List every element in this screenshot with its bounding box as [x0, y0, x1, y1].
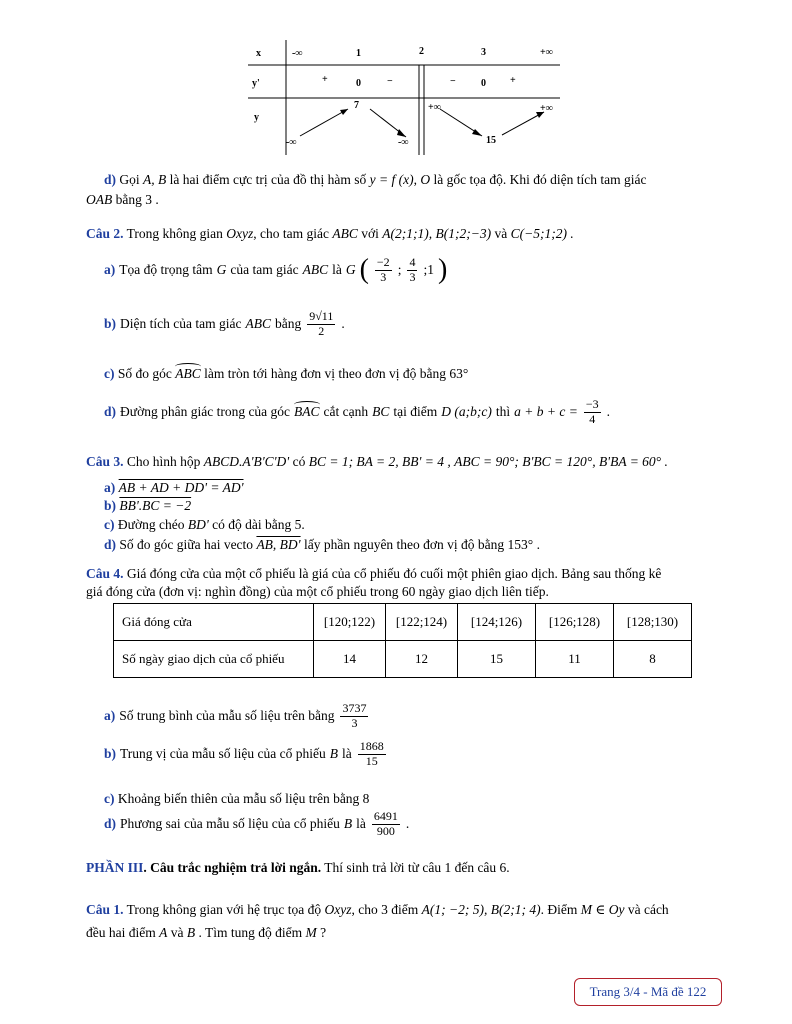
q1d-line2: OAB bằng 3 . [86, 192, 159, 207]
fraction: $\frac{9√11}{2}$ [309, 309, 334, 338]
q4d: d) Phương sai của mẫu số liệu của cổ phiếu B là $\frac{6491}{900}$ . [104, 809, 410, 838]
fraction: $\frac{-3}{4}$ [585, 397, 599, 426]
y-value: +∞ [540, 103, 553, 114]
x-value: -∞ [292, 48, 303, 59]
q4c: c) Khoảng biến thiên của mẫu số liệu trên bằng 8 [104, 791, 370, 806]
table-cell: 11 [536, 641, 614, 678]
sign: + [322, 74, 328, 85]
closing-price-table [113, 603, 692, 678]
q2a: a) Tọa độ trọng tâm G của tam giác ABC là G ( $\frac{-2}{3}$ ; $\frac{4}{3}$ ;1 ) [104, 254, 448, 286]
p3q1-line2: đều hai điểm A và B . Tìm tung độ điểm M ? [86, 925, 327, 940]
sign: + [510, 75, 516, 86]
q4-stem-line1: Câu 4. Giá đóng cửa của một cổ phiếu là giá của cổ phiếu đó cuối một phiên giao dịch. Bảng sau thống kê [86, 566, 662, 581]
table-row [114, 641, 692, 678]
page-footer: Trang 3/4 - Mã đề 122 [574, 978, 722, 1006]
sign: 0 [481, 78, 486, 89]
x-value: 3 [481, 47, 486, 58]
table-cell: 12 [386, 641, 458, 678]
table-header-cell: Giá đóng cửa [114, 604, 314, 641]
variation-table [248, 40, 560, 155]
fraction: $\frac{-2}{3}$ [376, 255, 390, 284]
table-cell: [126;128) [536, 604, 614, 641]
table-cell: 8 [614, 641, 692, 678]
q3c: c) Đường chéo BD' có độ dài bằng 5. [104, 517, 305, 532]
fraction: $\frac{4}{3}$ [409, 255, 416, 284]
table-row [114, 604, 692, 641]
fraction: $\frac{6491}{900}$ [373, 809, 398, 838]
q4b: b) Trung vị của mẫu số liệu của cổ phiếu B là $\frac{1868}{15}$ [104, 739, 384, 768]
fraction: $\frac{3737}{3}$ [342, 701, 367, 730]
y-value: 15 [486, 135, 496, 146]
table-cell: [122;124) [386, 604, 458, 641]
x-label: x [256, 48, 261, 59]
p3q1-line1: Câu 1. Trong không gian với hệ trục tọa độ Oxyz, cho 3 điểm A(1; −2; 5), B(2;1; 4). Điểm M ∈ Oy và cách [86, 902, 669, 917]
y-label: y [254, 112, 259, 123]
table-cell: [128;130) [614, 604, 692, 641]
x-value: 2 [419, 46, 424, 57]
q2b: b) Diện tích của tam giác ABC bằng $\frac{9√11}{2}$ . [104, 309, 345, 338]
sign: 0 [356, 78, 361, 89]
table-cell: [120;122) [314, 604, 386, 641]
sign: − [450, 76, 456, 87]
table-header-cell: Số ngày giao dịch của cổ phiếu [114, 641, 314, 678]
table-cell: 14 [314, 641, 386, 678]
q2c: c) Số đo góc ABC làm tròn tới hàng đơn vị theo đơn vị độ bằng 63° [104, 366, 469, 381]
y-value: +∞ [428, 102, 441, 113]
table-cell: [124;126) [458, 604, 536, 641]
q2-stem: Câu 2. Trong không gian Oxyz, cho tam giác ABC với A(2;1;1), B(1;2;−3) và C(−5;1;2) . [86, 226, 574, 241]
q3d: d) Số đo góc giữa hai vecto AB, BD' lấy phần nguyên theo đơn vị độ bằng 153° . [104, 537, 540, 552]
table-cell: 15 [458, 641, 536, 678]
yprime-label: y' [252, 78, 260, 89]
x-value: 1 [356, 48, 361, 59]
q2d: d) Đường phân giác trong của góc BAC cắt cạnh BC tại điểm D (a;b;c) thì a + b + c = $\frac{-3}{4}$ . [104, 397, 611, 426]
q3a: a) AB + AD + DD' = AD' [104, 480, 244, 495]
y-value: -∞ [286, 137, 297, 148]
q3-stem: Câu 3. Cho hình hộp ABCD.A'B'C'D' có BC = 1; BA = 2, BB' = 4 , ABC = 90°; B'BC = 120°, B'BA = 60° . [86, 454, 668, 469]
q4a: a) Số trung bình của mẫu số liệu trên bằng $\frac{3737}{3}$ [104, 701, 367, 730]
sign: − [387, 76, 393, 87]
x-value: +∞ [540, 47, 553, 58]
q4-stem-line2: giá đóng cửa (đơn vị: nghìn đồng) của một cổ phiếu trong 60 ngày giao dịch liên tiếp. [86, 584, 549, 599]
y-value: 7 [354, 100, 359, 111]
y-value: -∞ [398, 137, 409, 148]
fraction: $\frac{1868}{15}$ [359, 739, 384, 768]
part3-heading: PHẦN III. Câu trắc nghiệm trả lời ngắn. Thí sinh trả lời từ câu 1 đến câu 6. [86, 860, 510, 875]
q1d-line1: d) Gọi A, B là hai điểm cực trị của đồ thị hàm số y = f (x), O là gốc tọa độ. Khi đó diện tích tam giác [104, 172, 647, 187]
q3b: b) BB'.BC = −2 [104, 498, 192, 513]
